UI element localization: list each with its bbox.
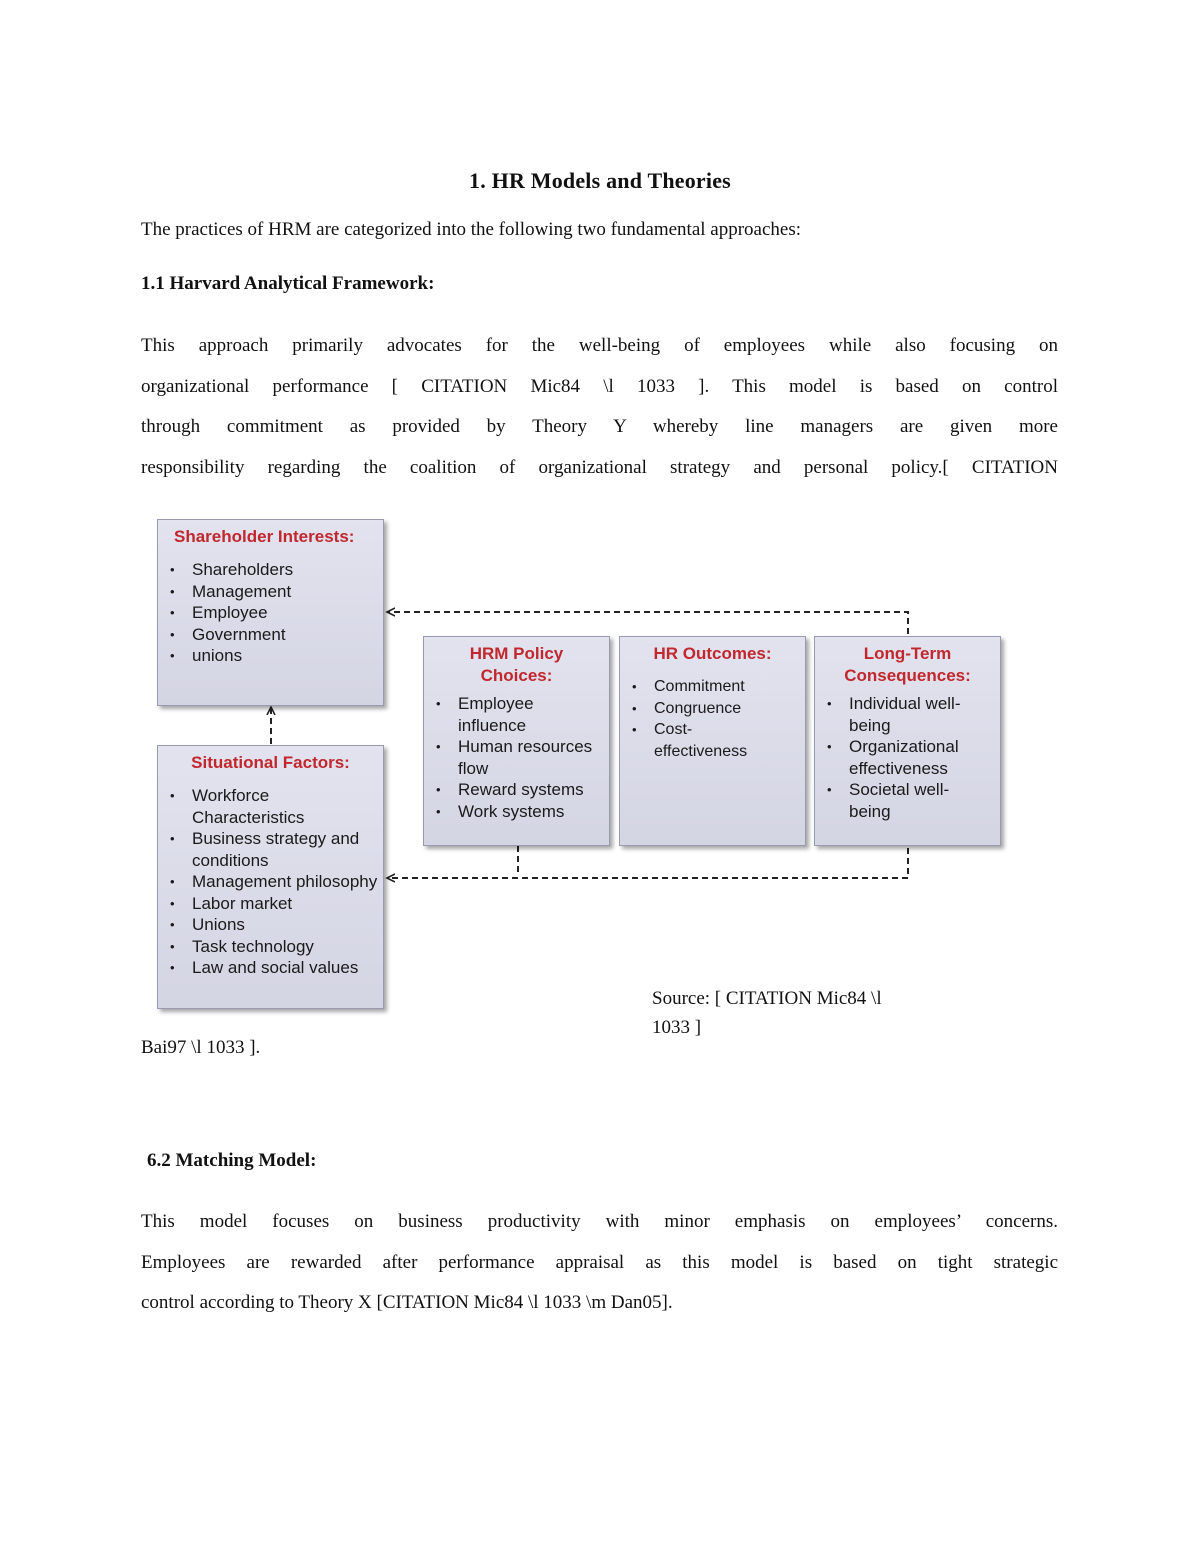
feedback-arrow-to-shareholder: [388, 612, 908, 634]
list-item: • Commitment: [620, 676, 785, 698]
hr-outcomes-title: HR Outcomes:: [653, 644, 772, 663]
hrm-policy-choices-box: [423, 636, 610, 846]
section-1-1-paragraph: [141, 326, 1058, 488]
paragraph-line: control according to Theory X [CITATION Mic84 \l 1033 \m Dan05].: [141, 1292, 673, 1313]
long-term-consequences-title: Long-Term Consequences:: [844, 644, 971, 685]
shareholder-interests-box: [157, 519, 384, 706]
list-item: • Management: [158, 581, 383, 603]
paragraph-line: This model focuses on business productivity with minor emphasis on employees’ concerns.: [141, 1211, 1058, 1232]
section-6-2-title: 6.2 Matching Model:: [147, 1150, 317, 1171]
list-item: • Cost-effectiveness: [620, 719, 758, 762]
hr-outcomes-box: [619, 636, 806, 846]
hrm-policy-choices-title: HRM Policy Choices:: [469, 644, 564, 685]
intro-paragraph: The practices of HRM are categorized into the following two fundamental approaches:: [141, 219, 802, 240]
diagram-source-caption: [652, 984, 952, 1042]
list-item: • Individual well-being: [815, 693, 978, 736]
list-item: • Reward systems: [424, 779, 609, 801]
list-item: • Unions: [158, 914, 383, 936]
list-item: • Law and social values: [158, 957, 383, 979]
shareholder-interests-title: Shareholder Interests:: [174, 527, 355, 546]
long-term-consequences-box: [814, 636, 1001, 846]
situational-factors-title: Situational Factors:: [191, 753, 350, 772]
feedback-arrow-to-situational: [388, 848, 908, 878]
long-term-consequences-list: [815, 693, 1000, 822]
list-item: • Employee influence: [424, 693, 609, 736]
list-item: • Task technology: [158, 936, 383, 958]
list-item: • Organizational effectiveness: [815, 736, 1000, 779]
page-heading: 1. HR Models and Theories: [469, 168, 731, 193]
list-item: • Societal well-being: [815, 779, 973, 822]
paragraph-line: through commitment as provided by Theory Y whereby line managers are given more: [141, 416, 1058, 437]
paragraph-line: organizational performance [ CITATION Mic84 \l 1033 ]. This model is based on control: [141, 375, 1058, 397]
hr-outcomes-list: [620, 676, 805, 762]
paragraph-line: Employees are rewarded after performance appraisal as this model is based on tight strategic: [141, 1251, 1058, 1273]
section-6-2-paragraph: [141, 1202, 1058, 1324]
list-item: • Government: [158, 624, 383, 646]
section-1-1-continuation: Bai97 \l 1033 ].: [141, 1037, 261, 1058]
list-item: • Work systems: [424, 801, 609, 823]
list-item: • Labor market: [158, 893, 383, 915]
list-item: • Workforce Characteristics: [158, 785, 383, 828]
source-line: 1033 ]: [652, 1017, 702, 1038]
situational-factors-box: [157, 745, 384, 1009]
list-item: • Congruence: [620, 698, 785, 720]
paragraph-line: responsibility regarding the coalition of organizational strategy and personal policy.[ CITATION: [141, 456, 1058, 478]
list-item: • Human resources flow: [424, 736, 609, 779]
list-item: • unions: [158, 645, 383, 667]
paragraph-line: This approach primarily advocates for the well-being of employees while also focusing on: [141, 335, 1058, 356]
source-line: Source: [ CITATION Mic84 \l: [652, 988, 882, 1009]
shareholder-interests-list: [158, 559, 383, 667]
section-1-1-title: 1.1 Harvard Analytical Framework:: [141, 273, 435, 294]
hrm-policy-choices-list: [424, 693, 609, 822]
list-item: • Shareholders: [158, 559, 383, 581]
list-item: • Business strategy and conditions: [158, 828, 383, 871]
harvard-framework-diagram: [150, 512, 1010, 1022]
list-item: • Management philosophy: [158, 871, 383, 893]
situational-factors-list: [158, 785, 383, 979]
list-item: • Employee: [158, 602, 383, 624]
